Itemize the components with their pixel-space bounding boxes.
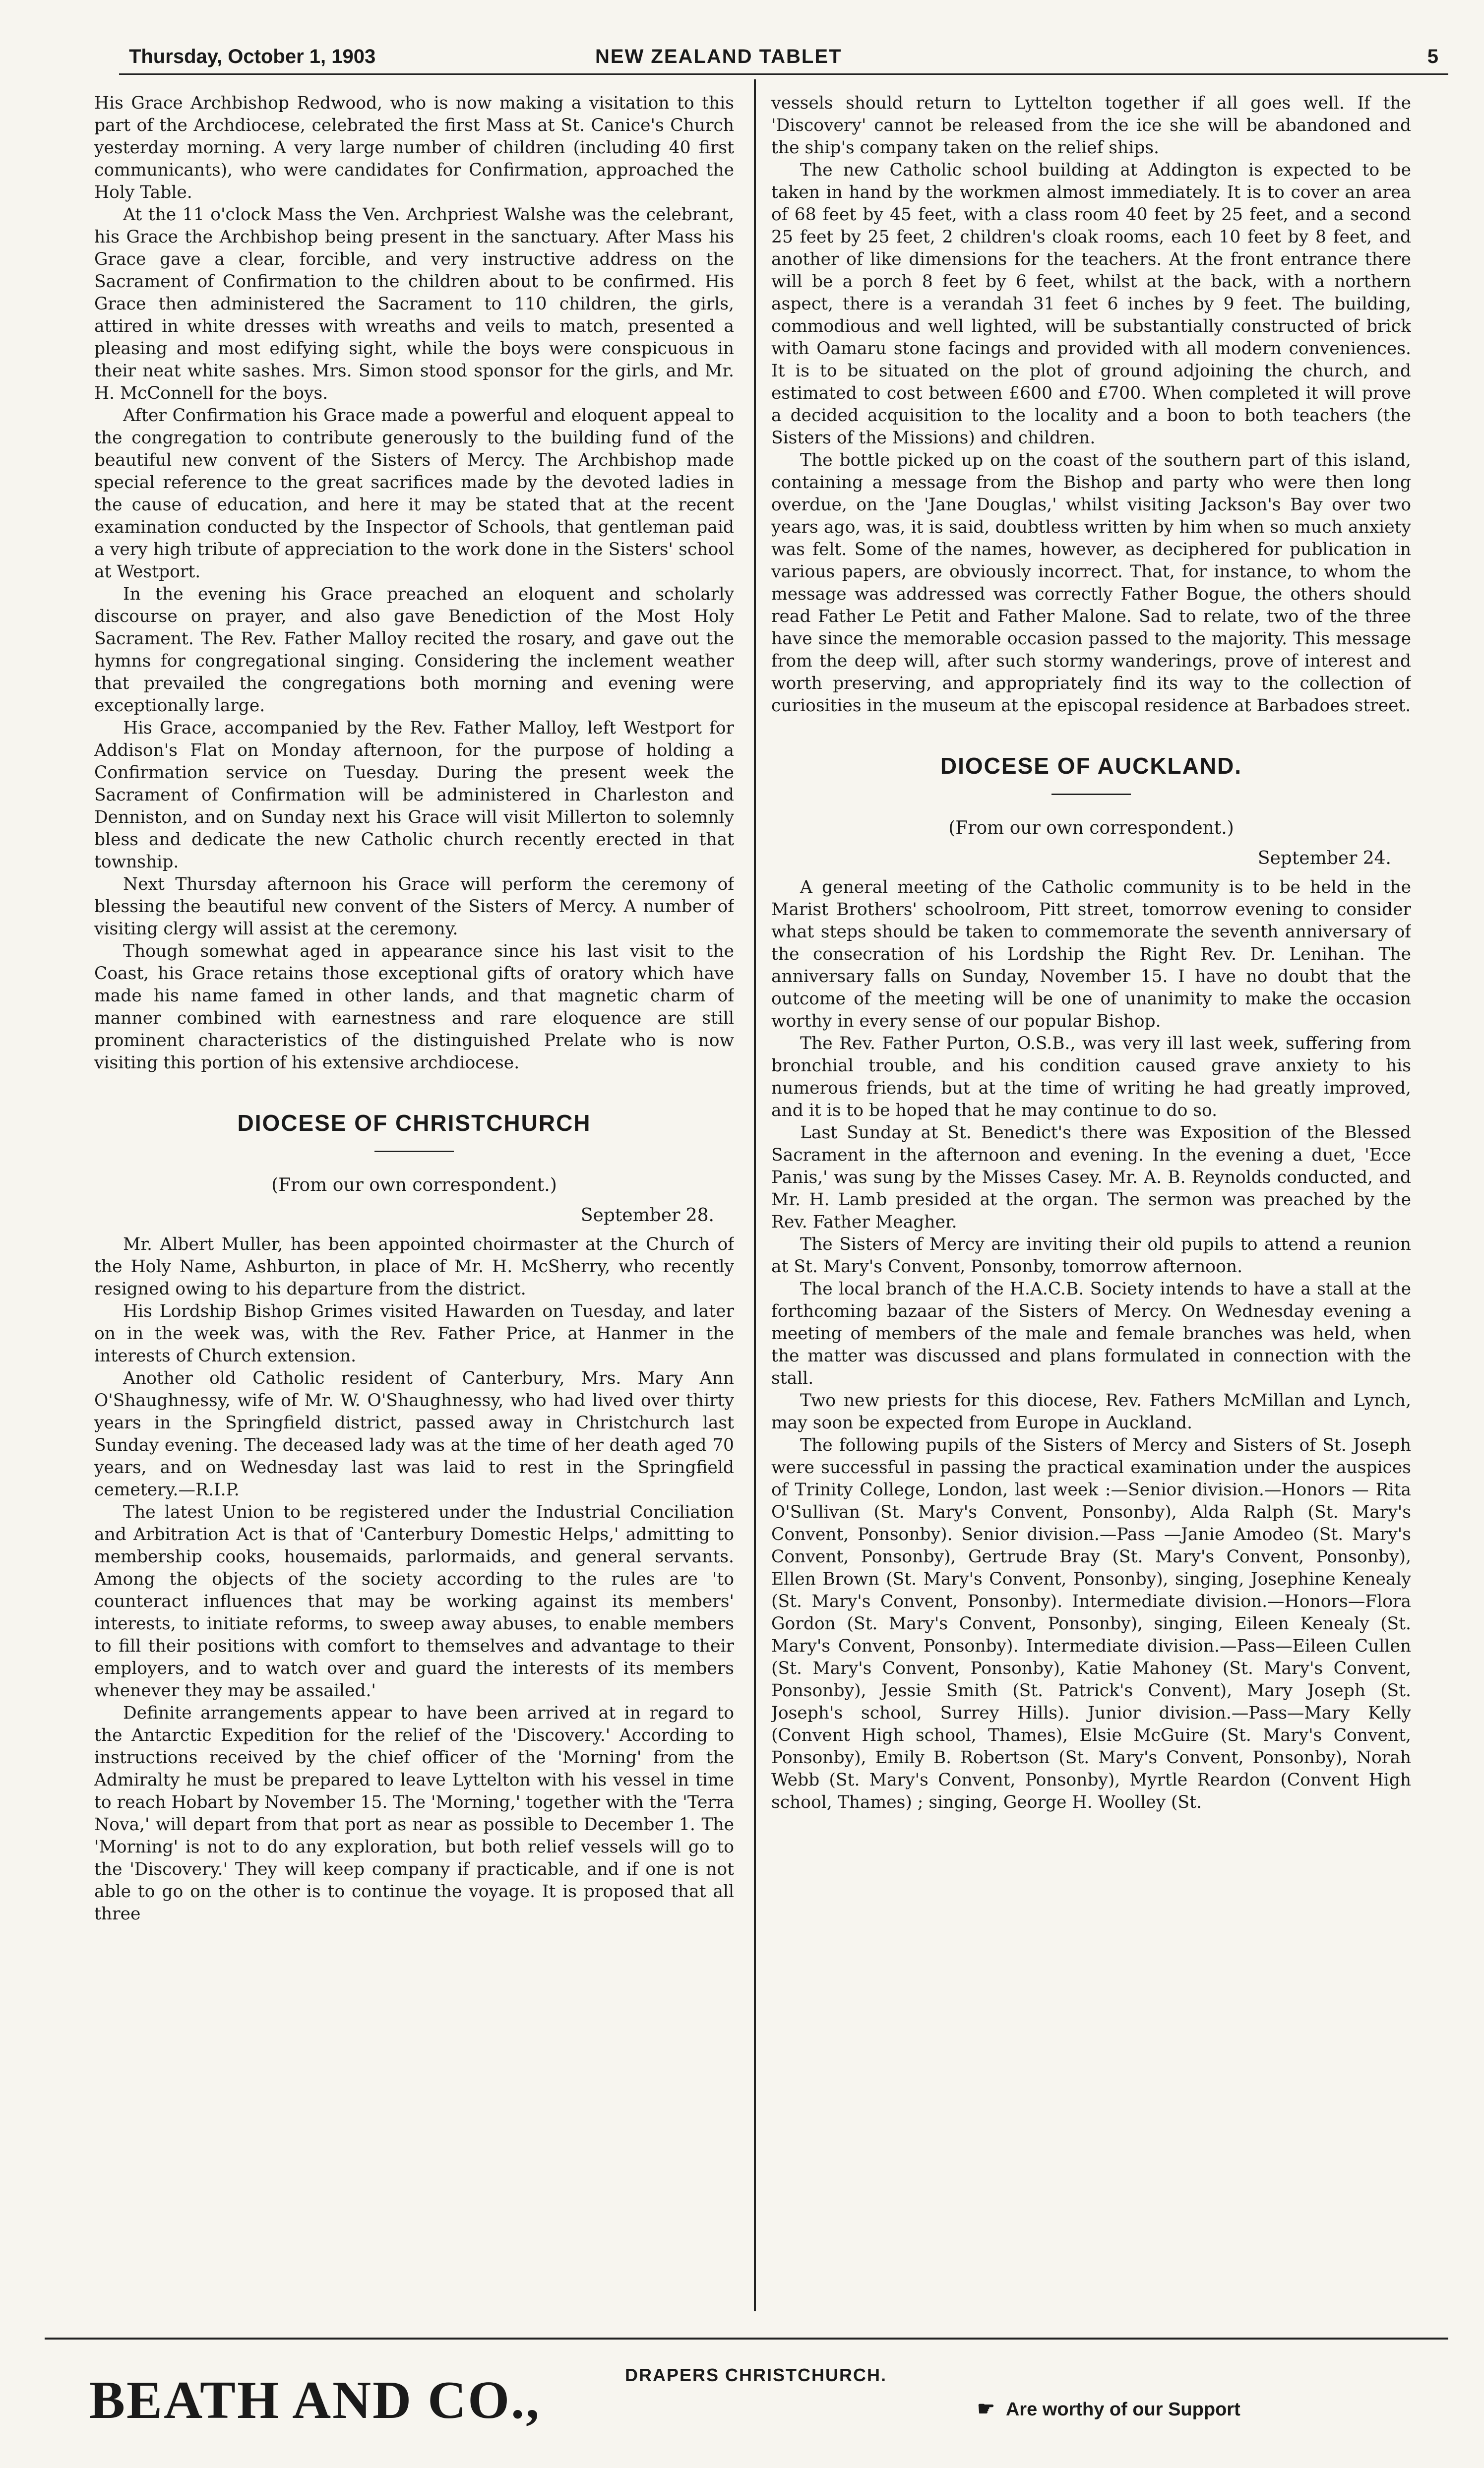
footer-rule [45, 2338, 1448, 2340]
page-header [119, 46, 1448, 75]
article-paragraph: Though somewhat aged in appearance since his last visit to the Coast, his Grace retains those exceptional gifts of oratory which have made his name famed in other lands, and that magnetic charm of manner combined with earnestness and rare eloquence are still prominent characteristics of the distinguished Prelate who is now visiting this portion of his extensive archdiocese. [94, 941, 734, 1073]
heading-rule [374, 1151, 454, 1152]
article-paragraph: Another old Catholic resident of Canterbury, Mrs. Mary Ann O'Shaughnessy, wife of Mr. W. O'Shaughnessy, who had lived over thirty years in the Springfield district, passed away in Christchurch last Sunday evening. The deceased lady was at the time of her death aged 70 years, and on Wednesday last was laid to rest in the Springfield cemetery.—R.I.P. [94, 1368, 734, 1500]
article-paragraph: Two new priests for this diocese, Rev. Fathers McMillan and Lynch, may soon be expected from Europe in Auckland. [771, 1391, 1411, 1433]
dateline: September 24. [1257, 848, 1391, 868]
section-heading-auckland [771, 751, 1411, 795]
section-heading-text: DIOCESE OF AUCKLAND. [940, 753, 1242, 779]
article-paragraph: Definite arrangements appear to have been arrived at in regard to the Antarctic Expedition for the relief of the 'Discovery.' According to instructions received by the chief officer of the 'Morning' from the Admiralty he must be prepared to leave Lyttelton with his vessel in time to reach Hobart by November 15. The 'Morning,' together with the 'Terra Nova,' will depart from that port as near as possible to December 1. The 'Morning' is not to do any exploration, but both relief vessels will go to the 'Discovery.' They will keep company if practicable, and if one is not able to go on the other is to continue the voyage. It is proposed that all three [94, 1703, 734, 1924]
article-paragraph: Mr. Albert Muller, has been appointed choirmaster at the Church of the Holy Name, Ashburton, in place of Mr. H. McSherry, who recently resigned owing to his departure from the district. [94, 1234, 734, 1299]
article-paragraph: His Grace Archbishop Redwood, who is now making a visitation to this part of the Archdiocese, celebrated the first Mass at St. Canice's Church yesterday morning. A very large number of children (including 40 first communicants), who were candidates for Confirmation, approached the Holy Table. [94, 93, 734, 202]
article-paragraph: The Rev. Father Purton, O.S.B., was very ill last week, suffering from bronchial trouble, and his condition caused grave anxiety to his numerous friends, but at the time of writing he had greatly improved, and it is to be hoped that he may continue to do so. [771, 1034, 1411, 1120]
issue-date: Thursday, October 1, 1903 [129, 46, 376, 67]
page-number: 5 [1427, 46, 1438, 67]
article-paragraph: Last Sunday at St. Benedict's there was Exposition of the Blessed Sacrament in the afternoon and evening. In the evening a duet, 'Ecce Panis,' was sung by the Misses Casey. Mr. A. B. Reynolds conducted, and Mr. H. Lamb presided at the organ. The sermon was preached by the Rev. Father Meagher. [771, 1123, 1411, 1232]
masthead: NEW ZEALAND TABLET [595, 46, 842, 67]
advertiser-tagline-row [977, 2398, 1240, 2420]
article-paragraph: The local branch of the H.A.C.B. Society intends to have a stall at the forthcoming bazaar of the Sisters of Mercy. On Wednesday evening a meeting of members of the male and female branches was held, when the matter was discussed and plans formulated in connection with the stall. [771, 1279, 1411, 1388]
article-paragraph: In the evening his Grace preached an eloquent and scholarly discourse on prayer, and also gave Benediction of the Most Holy Sacrament. The Rev. Father Malloy recited the rosary, and gave out the hymns for congregational singing. Considering the inclement weather that prevailed the congregations both morning and evening were exceptionally large. [94, 584, 734, 716]
advertiser-subtitle: DRAPERS CHRISTCHURCH. [625, 2365, 887, 2385]
left-column [94, 92, 734, 2314]
advertiser-tagline: Are worthy of our Support [1005, 2399, 1240, 2420]
article-paragraph: The Sisters of Mercy are inviting their old pupils to attend a reunion at St. Mary's Convent, Ponsonby, tomorrow afternoon. [771, 1234, 1411, 1277]
correspondent-line: (From our own correspondent.) [271, 1175, 557, 1195]
article-paragraph: vessels should return to Lyttelton together if all goes well. If the 'Discovery' cannot be released from the ice she will be abandoned and the ship's company taken on the relief ships. [771, 93, 1411, 158]
pointing-hand-icon: ☛ [977, 2398, 995, 2420]
heading-rule [1051, 794, 1131, 795]
article-paragraph: The latest Union to be registered under the Industrial Conciliation and Arbitration Act is that of 'Canterbury Domestic Helps,' admitting to membership cooks, housemaids, parlormaids, and general servants. Among the objects of the society according to the rules are 'to counteract influences that may be working against its members' interests, to initiate reforms, to sweep away abuses, to enable members to fill their positions with comfort to themselves and advantage to their employers, and to watch over and guard the interests of its members whenever they may be assailed.' [94, 1502, 734, 1701]
article-paragraph: Next Thursday afternoon his Grace will perform the ceremony of blessing the beautiful new convent of the Sisters of Mercy. A number of visiting clergy will assist at the ceremony. [94, 874, 734, 939]
article-paragraph: After Confirmation his Grace made a powerful and eloquent appeal to the congregation to contribute generously to the building fund of the beautiful new convent of the Sisters of Mercy. The Archbishop made special reference to the great sacrifices made by the devoted ladies in the cause of education, and here it may be stated that at the recent examination conducted by the Inspector of Schools, that gentleman paid a very high tribute of appreciation to the work done in the Sisters' school at Westport. [94, 406, 734, 582]
advertisement-footer [45, 2351, 1448, 2440]
article-paragraph: The bottle picked up on the coast of the southern part of this island, containing a message from the Bishop and party who were then long overdue, on the 'Jane Douglas,' whilst visiting Jackson's Bay over two years ago, was, it is said, doubtless written by him when so much anxiety was felt. Some of the names, however, as deciphered for publication in various papers, are obviously incorrect. That, for instance, to whom the message was addressed was correctly Father Bogue, the others should read Father Le Petit and Father Malone. Sad to relate, two of the three have since the memorable occasion passed to the majority. This message from the deep will, after such stormy wanderings, prove of interest and worth preserving, and appropriately find its way to the collection of curiosities in the museum at the episcopal residence at Barbadoes street. [771, 450, 1411, 716]
section-heading-christchurch [94, 1108, 734, 1152]
article-paragraph: The new Catholic school building at Addington is expected to be taken in hand by the workmen almost immediately. It is to cover an area of 68 feet by 45 feet, with a class room 40 feet by 25 feet, and a second 25 feet by 25 feet, 2 children's cloak rooms, each 10 feet by 8 feet, and another of like dimensions for the teachers. At the front entrance there will be a porch 8 feet by 6 feet, whilst at the back, with a northern aspect, there is a verandah 31 feet 6 inches by 9 feet. The building, commodious and well lighted, will be substantially constructed of brick with Oamaru stone facings and provided with all modern conveniences. It is to be situated on the plot of ground adjoining the church, and estimated to cost between £600 and £700. When completed it will prove a decided acquisition to the locality and a boon to both teachers (the Sisters of the Missions) and children. [771, 160, 1411, 448]
section-heading-text: DIOCESE OF CHRISTCHURCH [237, 1110, 591, 1136]
correspondent-line: (From our own correspondent.) [948, 818, 1234, 838]
article-paragraph: His Grace, accompanied by the Rev. Father Malloy, left Westport for Addison's Flat on Monday afternoon, for the purpose of holding a Confirmation service on Tuesday. During the present week the Sacrament of Confirmation will be administered in Charleston and Denniston, and on Sunday next his Grace will visit Millerton to solemnly bless and dedicate the new Catholic church recently erected in that township. [94, 718, 734, 872]
right-column [771, 92, 1411, 2314]
article-paragraph: The following pupils of the Sisters of Mercy and Sisters of St. Joseph were successful in passing the practical examination under the auspices of Trinity College, London, last week :—Senior division.—Honors — Rita O'Sullivan (St. Mary's Convent, Ponsonby), Alda Ralph (St. Mary's Convent, Ponsonby). Senior division.—Pass —Janie Amodeo (St. Mary's Convent, Ponsonby), Gertrude Bray (St. Mary's Convent, Ponsonby), Ellen Brown (St. Mary's Convent, Ponsonby), singing, Josephine Kenealy (St. Mary's Convent, Ponsonby). Intermediate division.—Honors—Flora Gordon (St. Mary's Convent, Ponsonby), singing, Eileen Kenealy (St. Mary's Convent, Ponsonby). Intermediate division.—Pass—Eileen Cullen (St. Mary's Convent, Ponsonby), Katie Mahoney (St. Mary's Convent, Ponsonby), Jessie Smith (St. Patrick's Convent), Mary Joseph (St. Joseph's school, Surrey Hills). Junior division.—Pass—Mary Kelly (Convent High school, Thames), Elsie McGuire (St. Mary's Convent, Ponsonby), Emily B. Robertson (St. Mary's Convent, Ponsonby), Norah Webb (St. Mary's Convent, Ponsonby), Myrtle Reardon (Convent High school, Thames) ; singing, George H. Woolley (St. [771, 1435, 1411, 1812]
advertiser-name: BEATH AND CO., [89, 2371, 541, 2430]
article-paragraph: A general meeting of the Catholic community is to be held in the Marist Brothers' schoolroom, Pitt street, tomorrow evening to consider what steps should be taken to commemorate the seventh anniversary of the consecration of his Lordship the Right Rev. Dr. Lenihan. The anniversary falls on Sunday, November 15. I have no doubt that the outcome of the meeting will be one of unanimity to make the occasion worthy in every sense of our popular Bishop. [771, 877, 1411, 1031]
article-paragraph: At the 11 o'clock Mass the Ven. Archpriest Walshe was the celebrant, his Grace the Archbishop being present in the sanctuary. After Mass his Grace gave a clear, forcible, and very instructive address on the Sacrament of Confirmation to the children about to be confirmed. His Grace then administered the Sacrament to 110 children, the girls, attired in white dresses with wreaths and veils to match, presented a pleasing and most edifying sight, while the boys were conspicuous in their neat white sashes. Mrs. Simon stood sponsor for the girls, and Mr. H. McConnell for the boys. [94, 205, 734, 403]
dateline: September 28. [580, 1205, 714, 1226]
article-paragraph: His Lordship Bishop Grimes visited Hawarden on Tuesday, and later on in the week was, with the Rev. Father Price, at Hanmer in the interests of Church extension. [94, 1301, 734, 1366]
column-divider [754, 79, 756, 2311]
header-rule [119, 73, 1448, 75]
